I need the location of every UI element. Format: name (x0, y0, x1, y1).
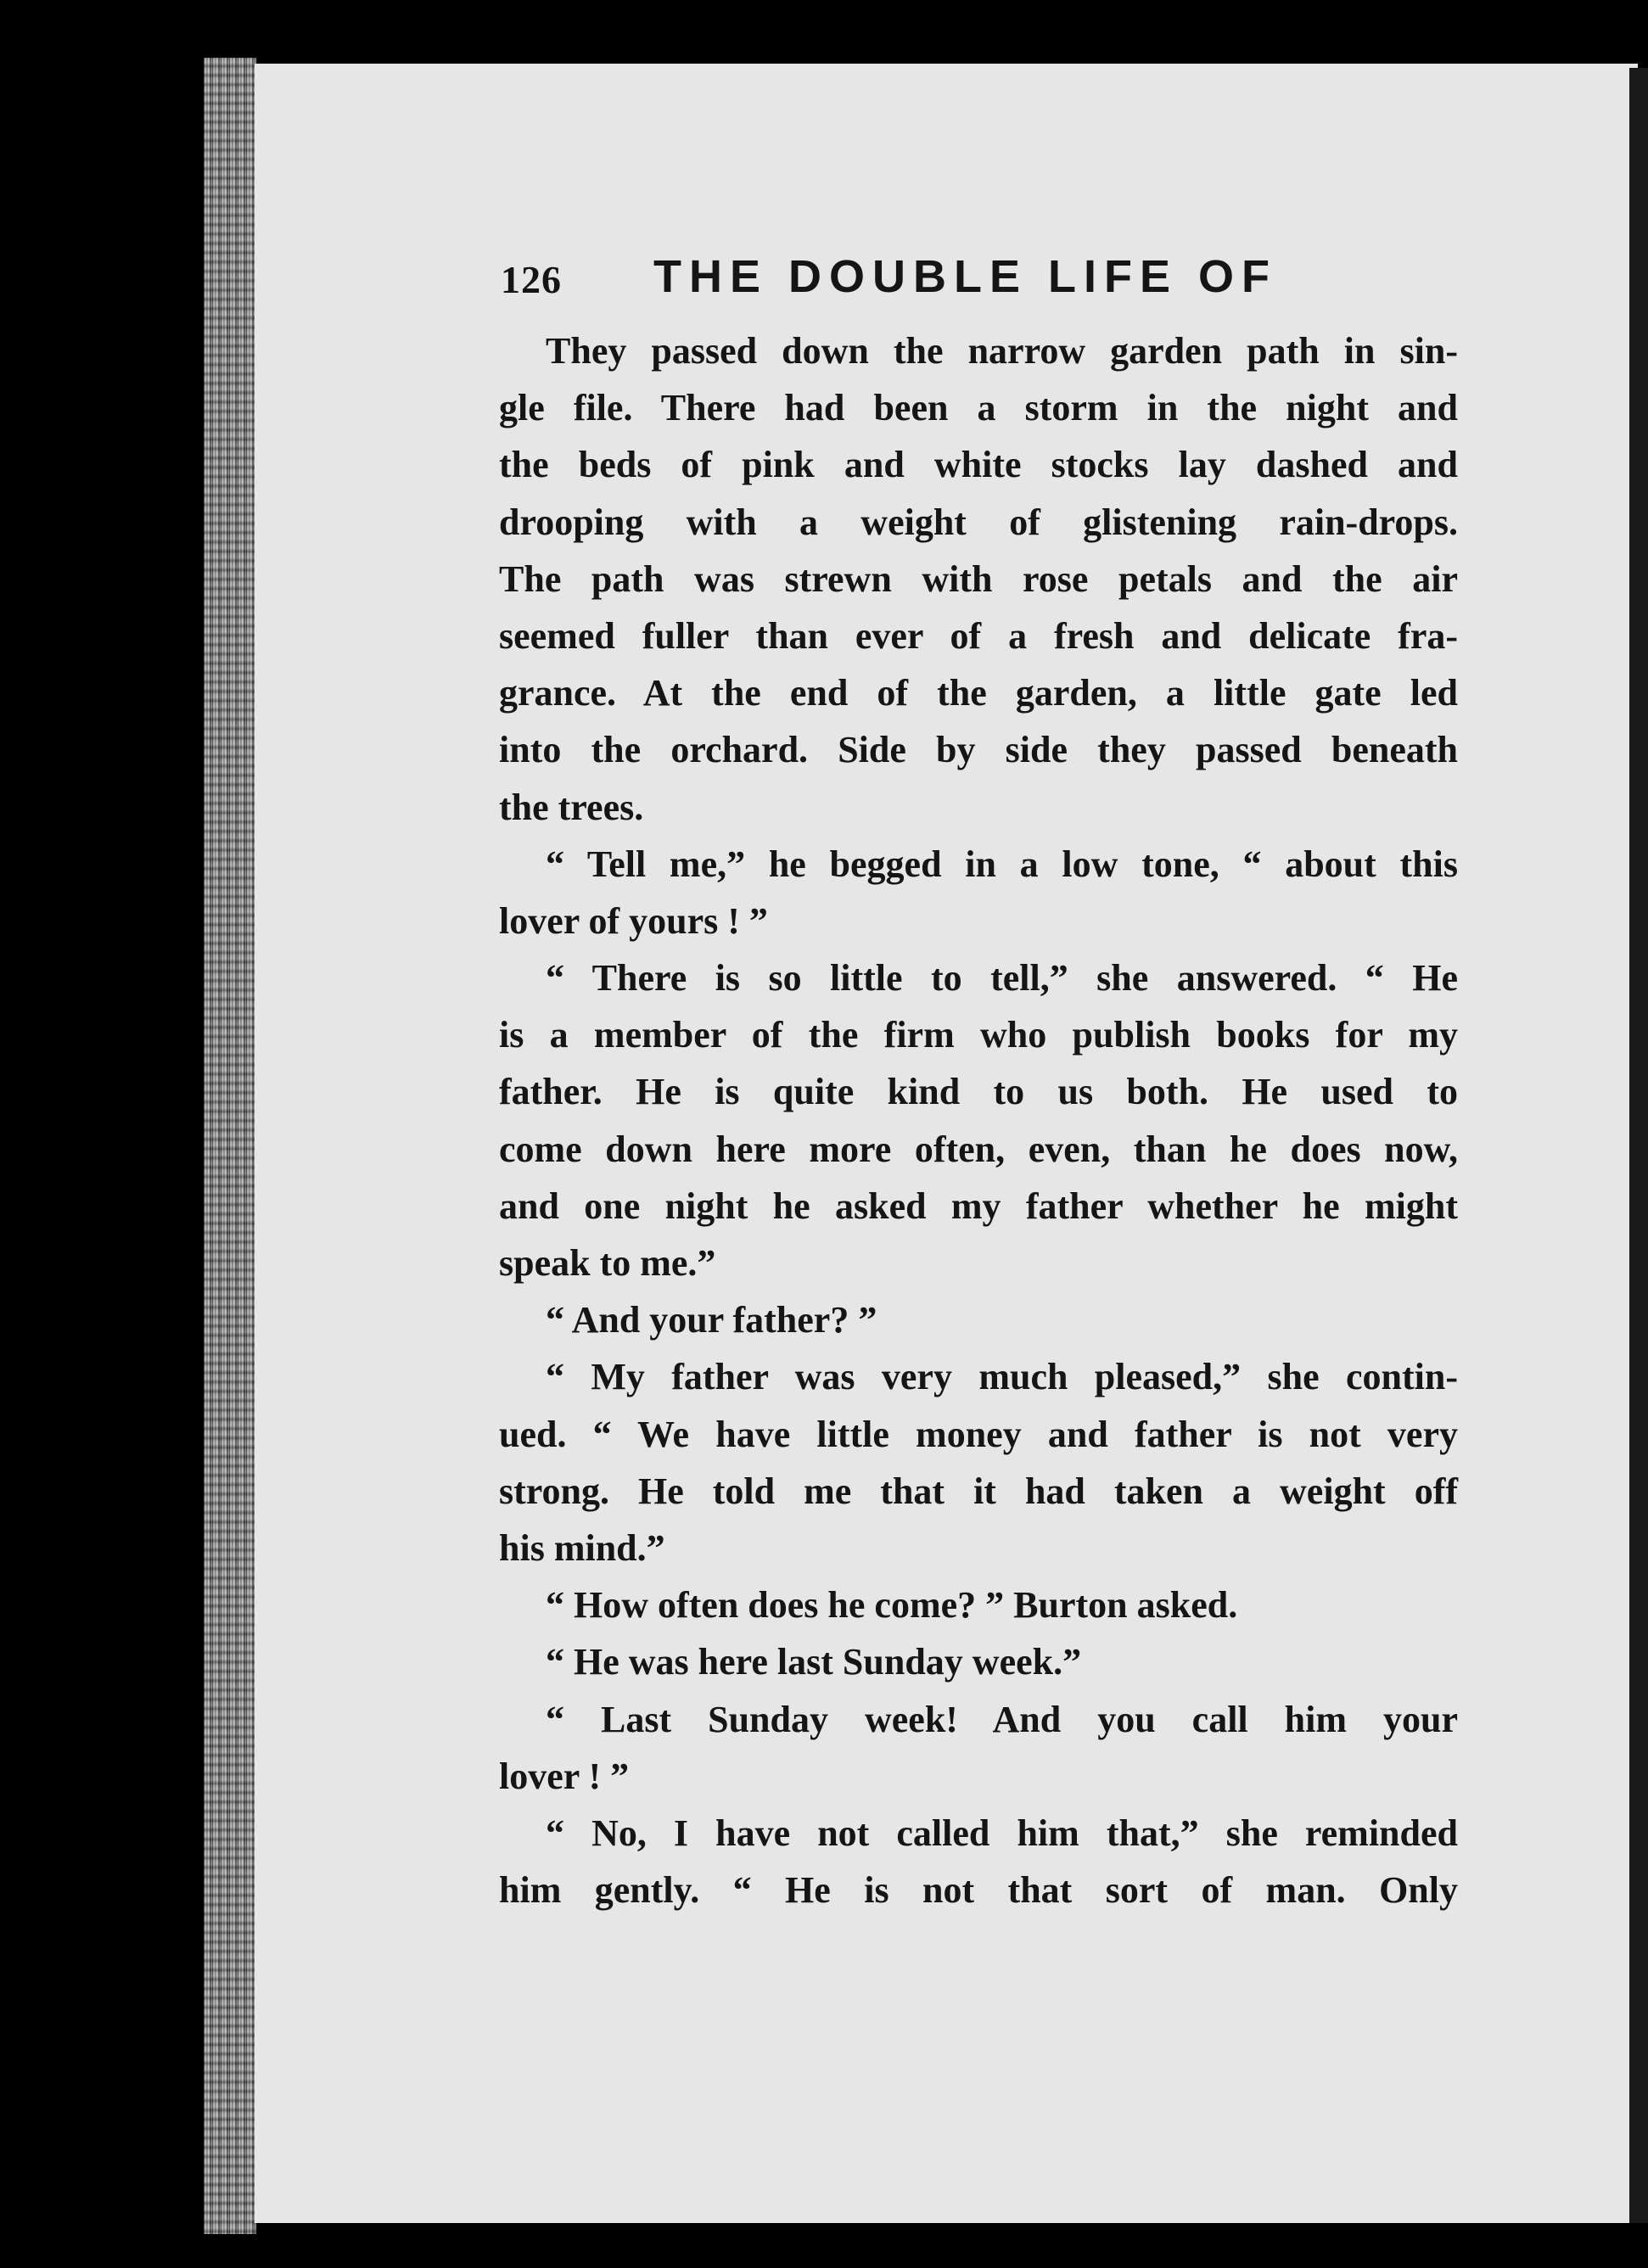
text-line: is a member of the firm who publish books for my (499, 1014, 1458, 1056)
text-line: him gently. “ He is not that sort of man. Only (499, 1869, 1458, 1912)
text-line: into the orchard. Side by side they passed beneath (499, 729, 1458, 771)
text-line: strong. He told me that it had taken a weight off (499, 1470, 1458, 1512)
text-line: “ He was here last Sunday week.” (546, 1641, 1082, 1683)
text-line: “ There is so little to tell,” she answered. “ He (546, 957, 1458, 1000)
text-line: “ And your father? ” (546, 1299, 877, 1341)
page-number: 126 (501, 258, 562, 301)
text-line: the trees. (499, 786, 644, 828)
text-line: gle file. There had been a storm in the night and (499, 387, 1458, 429)
book-page-edges (204, 58, 256, 2234)
text-line: come down here more often, even, than he does now, (499, 1128, 1458, 1170)
text-line: “ Tell me,” he begged in a low tone, “ about this (546, 843, 1458, 885)
text-line: grance. At the end of the garden, a little gate led (499, 672, 1458, 714)
text-line: seemed fuller than ever of a fresh and delicate fra- (499, 614, 1458, 657)
text-line: ued. “ We have little money and father is not very (499, 1413, 1458, 1455)
text-line: “ No, I have not called him that,” she reminded (546, 1812, 1458, 1854)
text-line: the beds of pink and white stocks lay dashed and (499, 444, 1458, 486)
text-line: lover ! ” (499, 1755, 630, 1797)
text-line: lover of yours ! ” (499, 899, 768, 942)
running-head: THE DOUBLE LIFE OF (653, 251, 1277, 302)
text-line: his mind.” (499, 1526, 665, 1569)
text-line: “ How often does he come? ” Burton asked. (546, 1584, 1238, 1627)
text-line: “ My father was very much pleased,” she contin- (546, 1356, 1458, 1398)
page-header (501, 250, 1460, 318)
text-line: They passed down the narrow garden path in sin- (546, 330, 1458, 372)
body-text (499, 322, 1458, 1918)
text-line: and one night he asked my father whether he might (499, 1184, 1458, 1227)
text-line: speak to me.” (499, 1242, 716, 1284)
page-right-shadow (1629, 68, 1648, 2223)
text-line: The path was strewn with rose petals and the air (499, 557, 1458, 600)
text-line: drooping with a weight of glistening rain-drops. (499, 501, 1458, 543)
text-line: “ Last Sunday week! And you call him your (546, 1698, 1458, 1740)
text-line: father. He is quite kind to us both. He used to (499, 1071, 1458, 1113)
